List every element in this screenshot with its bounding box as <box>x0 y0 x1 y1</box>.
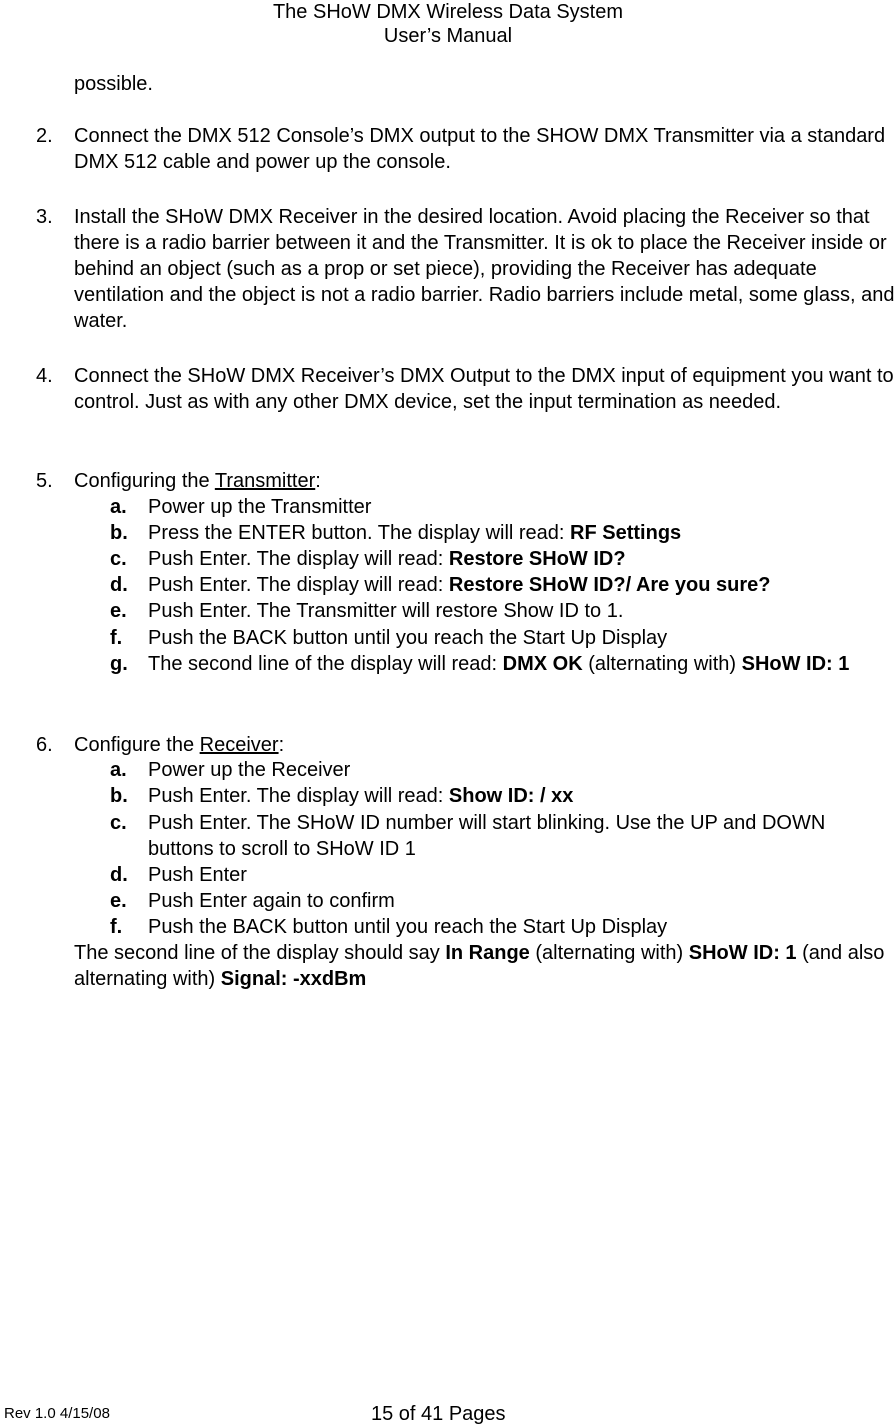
substep-text: Power up the Transmitter <box>148 496 372 518</box>
substep-text: Push the BACK button until you reach the Start Up Display <box>148 916 668 938</box>
closing-note: The second line of the display should say In Range (alternating with) SHoW ID: 1 (and also alternating with) Signal: -xxdBm <box>74 942 885 990</box>
transmitter-link: Transmitter <box>214 470 316 492</box>
substep-letter: g. <box>110 653 128 675</box>
step-number: 2. <box>36 125 53 147</box>
receiver-link: Receiver <box>199 734 279 756</box>
page-number: 15 of 41 Pages <box>371 1403 506 1425</box>
substep-letter: c. <box>110 812 127 834</box>
substep-text: Push Enter. The display will read: Restore SHoW ID?/ Are you sure? <box>148 574 771 596</box>
substep-letter: e. <box>110 890 127 912</box>
substep-text: Power up the Receiver <box>148 759 351 781</box>
substep-text: The second line of the display will read: DMX OK (alternating with) SHoW ID: 1 <box>148 653 850 675</box>
substep-letter: a. <box>110 759 127 781</box>
substep-text: Push Enter. The SHoW ID number will start blinking. Use the UP and DOWN buttons to scroll to SHoW ID 1 <box>148 812 826 860</box>
substep-letter: f. <box>110 627 123 649</box>
intro-continuation: possible. <box>74 73 153 95</box>
substep-letter: b. <box>110 785 128 807</box>
substep-text: Push the BACK button until you reach the Start Up Display <box>148 627 668 649</box>
step-heading-receiver: Configure the Receiver: <box>74 734 285 756</box>
step-text: Install the SHoW DMX Receiver in the desired location. Avoid placing the Receiver so that there is a radio barrier between it and the Transmitter. It is ok to place the Receiver inside or behind an object (such as a prop or set piece), providing the Receiver has adequate ventilation and the object is not a radio barrier. Radio barriers include metal, some glass, and water. <box>74 206 895 332</box>
step-number: 3. <box>36 206 53 228</box>
document-title: The SHoW DMX Wireless Data System <box>272 1 624 23</box>
substep-text: Push Enter again to confirm <box>148 890 395 912</box>
revision-info: Rev 1.0 4/15/08 <box>4 1405 110 1422</box>
step-number: 6. <box>36 734 53 756</box>
substep-letter: d. <box>110 864 128 886</box>
step-text: Connect the SHoW DMX Receiver’s DMX Output to the DMX input of equipment you want to control. Just as with any other DMX device, set the input termination as needed. <box>74 365 894 413</box>
substep-letter: f. <box>110 916 123 938</box>
substep-text: Push Enter. The Transmitter will restore Show ID to 1. <box>148 600 624 622</box>
step-heading-transmitter: Configuring the Transmitter: <box>74 470 321 492</box>
substep-text: Push Enter. The display will read: Restore SHoW ID? <box>148 548 626 570</box>
step-text: Connect the DMX 512 Console’s DMX output to the SHOW DMX Transmitter via a standard DMX 512 cable and power up the console. <box>74 125 886 173</box>
step-number: 4. <box>36 365 53 387</box>
document-subtitle: User’s Manual <box>383 25 513 47</box>
step-number: 5. <box>36 470 53 492</box>
substep-letter: a. <box>110 496 127 518</box>
substep-letter: d. <box>110 574 128 596</box>
substep-letter: b. <box>110 522 128 544</box>
substep-text: Press the ENTER button. The display will read: RF Settings <box>148 522 682 544</box>
substep-letter: e. <box>110 600 127 622</box>
substep-letter: c. <box>110 548 127 570</box>
substep-text: Push Enter <box>148 864 247 886</box>
substep-text: Push Enter. The display will read: Show ID: / xx <box>148 785 574 807</box>
